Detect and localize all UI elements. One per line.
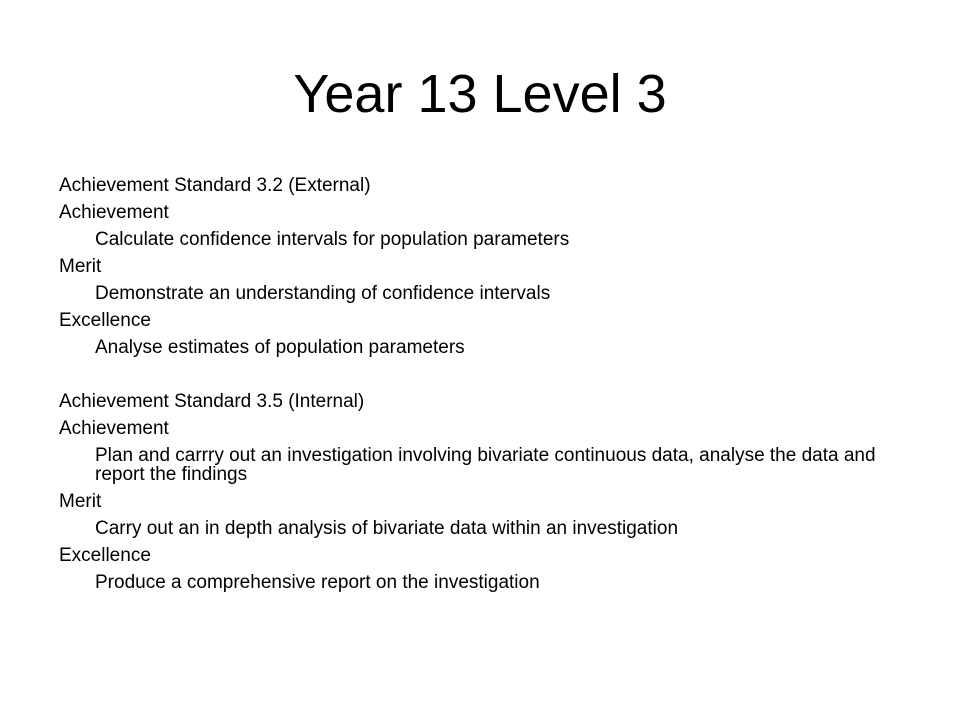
level-description: Calculate confidence intervals for population parameters	[95, 229, 570, 250]
level-label: Merit	[59, 256, 102, 277]
section-spacer	[59, 361, 919, 388]
standard-heading: Achievement Standard 3.5 (Internal)	[59, 391, 365, 412]
standard-section	[59, 172, 919, 361]
slide-title: Year 13 Level 3	[293, 64, 667, 124]
level-description: Produce a comprehensive report on the investigation	[95, 572, 540, 593]
level-label: Merit	[59, 491, 102, 512]
standard-heading: Achievement Standard 3.2 (External)	[59, 175, 371, 196]
standard-section	[59, 388, 919, 596]
level-label: Excellence	[59, 310, 151, 331]
level-description: Demonstrate an understanding of confidence intervals	[95, 283, 551, 304]
level-label: Excellence	[59, 545, 151, 566]
level-label: Achievement	[59, 202, 169, 223]
slide-body	[59, 172, 919, 596]
level-description: Plan and carrry out an investigation involving bivariate continuous data, analyse the data and report the findings	[95, 445, 876, 485]
level-description: Analyse estimates of population parameters	[95, 337, 465, 358]
level-label: Achievement	[59, 418, 169, 439]
level-description: Carry out an in depth analysis of bivariate data within an investigation	[95, 518, 679, 539]
